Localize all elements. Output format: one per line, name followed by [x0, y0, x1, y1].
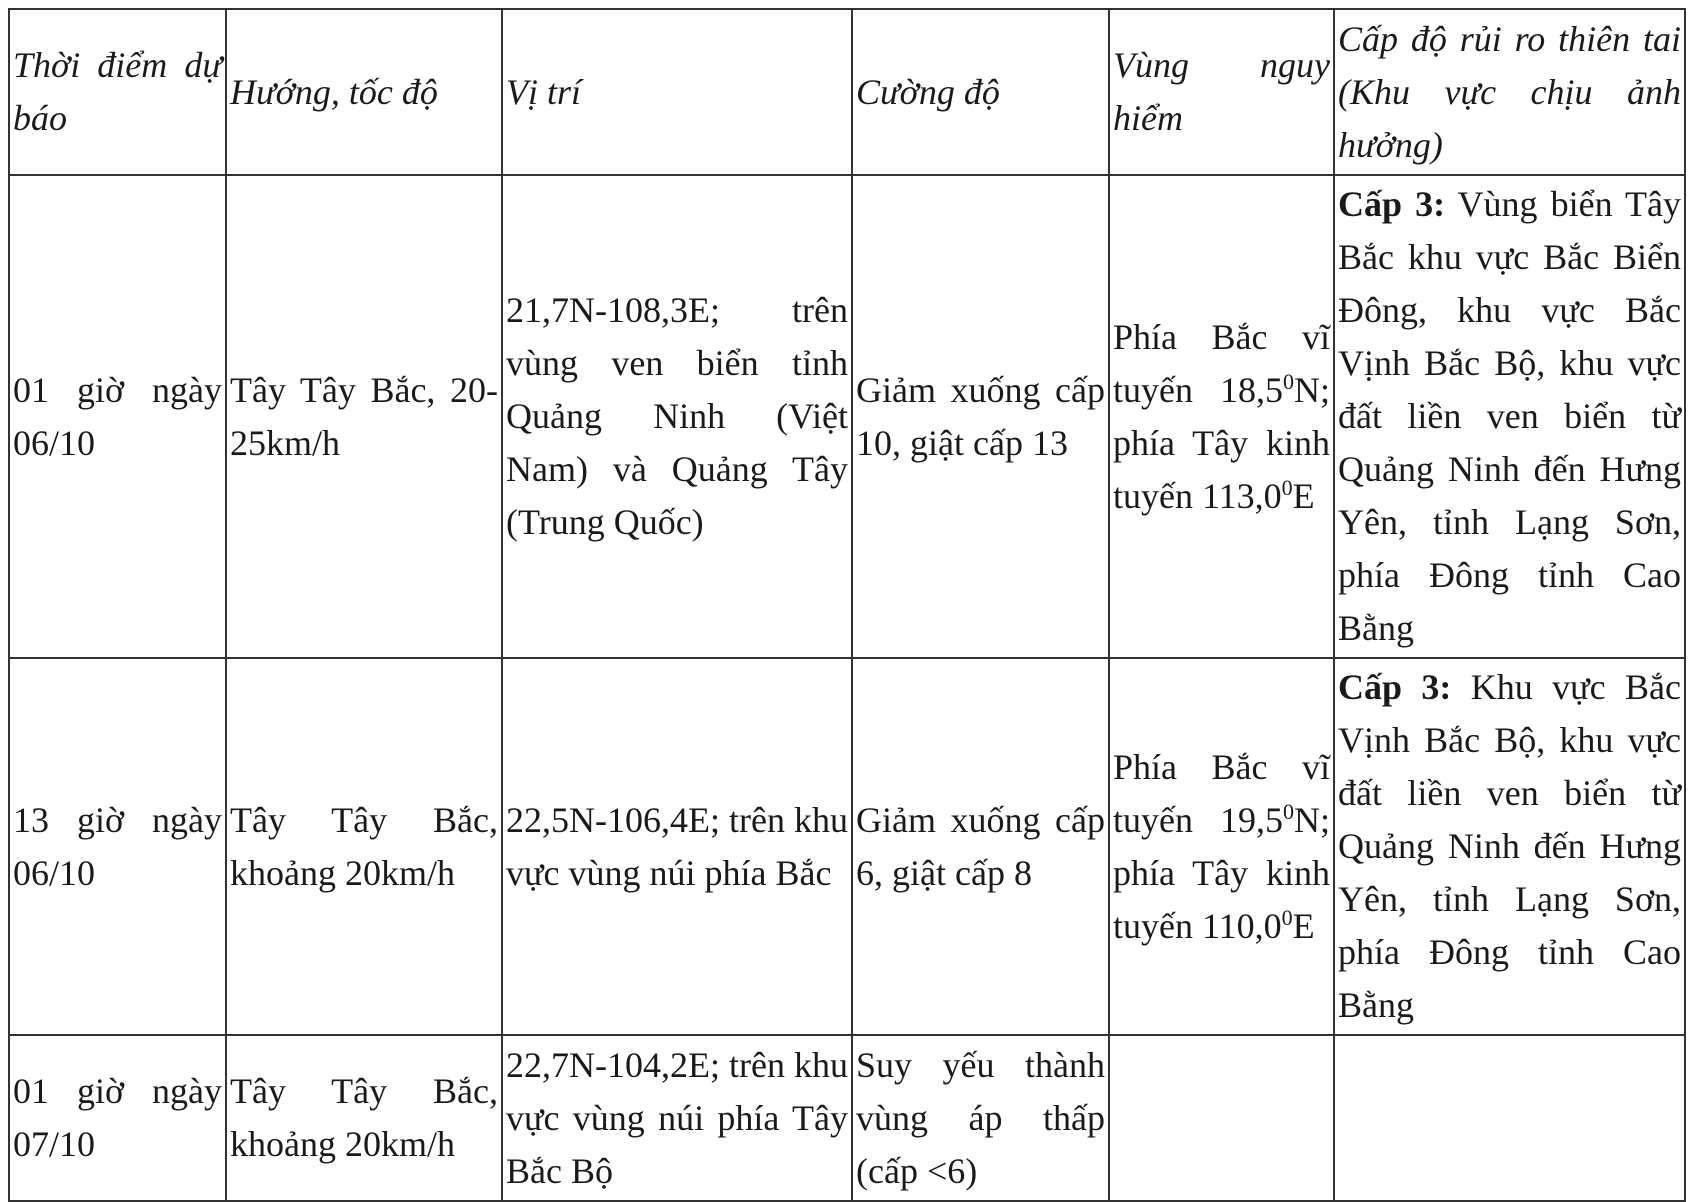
risk-area-text: Vùng biển Tây Bắc khu vực Bắc Biển Đông, khu vực Bắc Vịnh Bắc Bộ, khu vực đất liền ven biển từ Quảng Ninh đến Hưng Yên, tỉnh Lạng Sơn, phía Đông tỉnh Cao Bằng — [1338, 184, 1681, 648]
danger-zone-text: N; phía Tây kinh tuyến 110,0 — [1113, 799, 1330, 946]
cell-forecast-time: 01 giờ ngày 07/10 — [9, 1035, 226, 1201]
danger-zone-text: N; phía Tây kinh tuyến 113,0 — [1113, 369, 1330, 516]
cell-position: 22,7N-104,2E; trên khu vực vùng núi phía Tây Bắc Bộ — [502, 1035, 852, 1201]
risk-area-text: Khu vực Bắc Vịnh Bắc Bộ, khu vực đất liền ven biển từ Quảng Ninh đến Hưng Yên, tỉnh Lạng Sơn, phía Đông tỉnh Cao Bằng — [1338, 667, 1681, 1025]
cell-direction-speed: Tây Tây Bắc, khoảng 20km/h — [226, 1035, 502, 1201]
cell-position: 22,5N-106,4E; trên khu vực vùng núi phía Bắc — [502, 658, 852, 1035]
danger-zone-text: Phía Bắc vĩ tuyến 18,5 — [1113, 316, 1330, 410]
risk-level-label: Cấp 3: — [1338, 184, 1446, 224]
forecast-table-container — [8, 8, 1684, 1202]
degree-mark: 0 — [1283, 798, 1294, 824]
danger-zone-text: Phía Bắc vĩ tuyến 19,5 — [1113, 746, 1330, 840]
degree-mark: 0 — [1281, 904, 1293, 930]
cell-forecast-time: 13 giờ ngày 06/10 — [9, 658, 226, 1035]
header-direction-speed: Hướng, tốc độ — [226, 9, 502, 175]
header-danger-zone: Vùng nguy hiểm — [1109, 9, 1334, 175]
cell-risk-level — [1334, 658, 1685, 1035]
header-risk-level: Cấp độ rủi ro thiên tai (Khu vực chịu ảnh hưởng) — [1334, 9, 1685, 175]
table-row — [9, 1035, 1685, 1201]
cell-danger-zone — [1109, 658, 1334, 1035]
table-row — [9, 175, 1685, 658]
degree-mark: 0 — [1281, 474, 1293, 500]
cell-risk-level — [1334, 1035, 1685, 1201]
header-forecast-time: Thời điểm dự báo — [9, 9, 226, 175]
danger-zone-text: E — [1292, 905, 1315, 946]
header-intensity: Cường độ — [852, 9, 1109, 175]
cell-danger-zone — [1109, 1035, 1334, 1201]
cell-position: 21,7N-108,3E; trên vùng ven biển tỉnh Quảng Ninh (Việt Nam) và Quảng Tây (Trung Quốc) — [502, 175, 852, 658]
cell-direction-speed: Tây Tây Bắc, khoảng 20km/h — [226, 658, 502, 1035]
table-row — [9, 658, 1685, 1035]
cell-intensity: Suy yếu thành vùng áp thấp (cấp <6) — [852, 1035, 1109, 1201]
cell-intensity: Giảm xuống cấp 10, giật cấp 13 — [852, 175, 1109, 658]
table-header-row — [9, 9, 1685, 175]
cell-forecast-time: 01 giờ ngày 06/10 — [9, 175, 226, 658]
cell-risk-level — [1334, 175, 1685, 658]
header-position: Vị trí — [502, 9, 852, 175]
cell-direction-speed: Tây Tây Bắc, 20-25km/h — [226, 175, 502, 658]
degree-mark: 0 — [1283, 368, 1294, 394]
cell-danger-zone — [1109, 175, 1334, 658]
risk-level-label: Cấp 3: — [1338, 667, 1452, 707]
cell-intensity: Giảm xuống cấp 6, giật cấp 8 — [852, 658, 1109, 1035]
danger-zone-text: E — [1292, 475, 1315, 516]
forecast-table — [8, 8, 1686, 1202]
